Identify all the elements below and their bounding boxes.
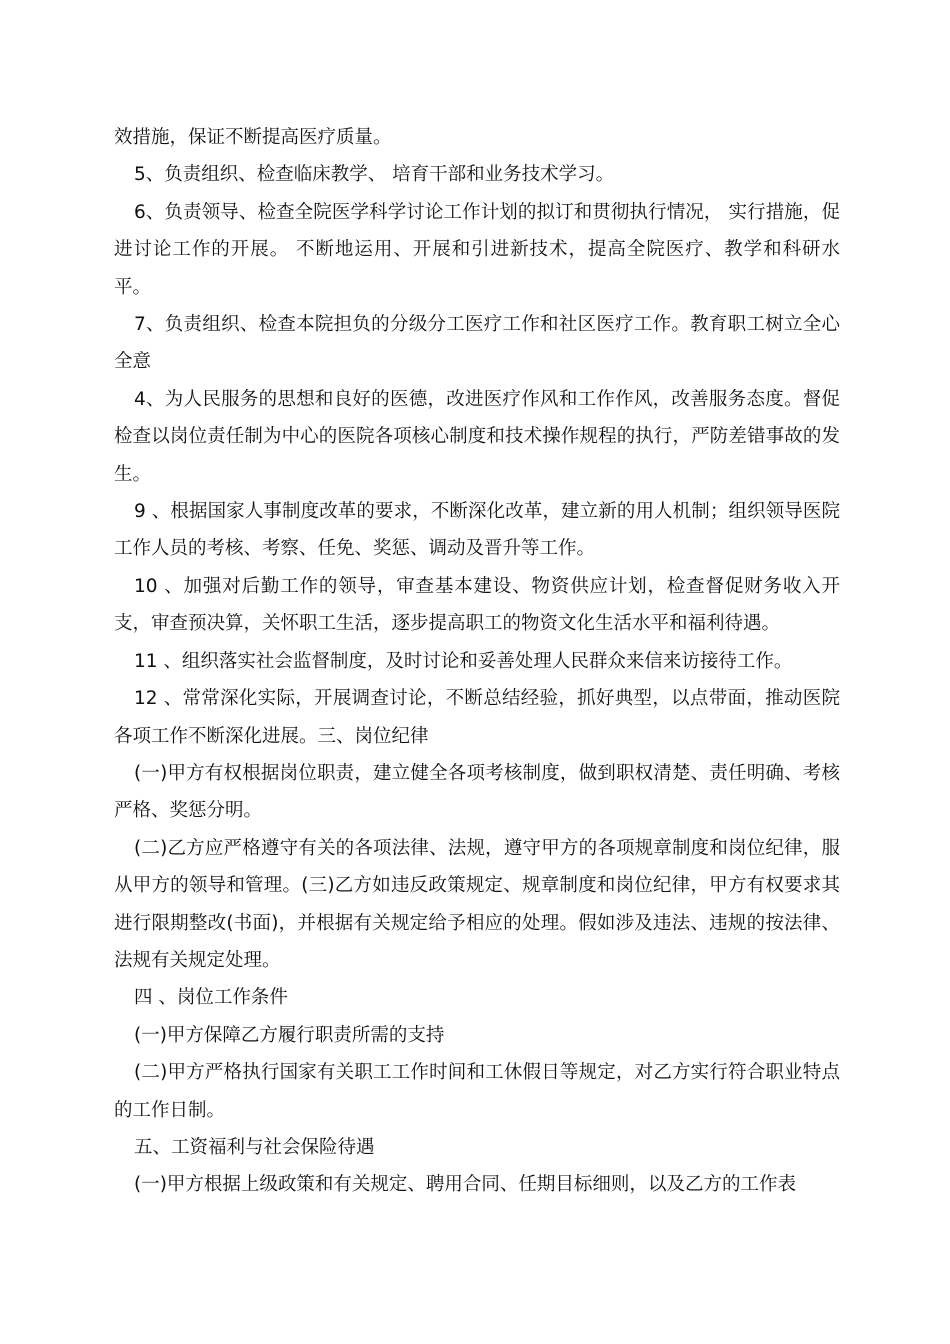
paragraph: 7、负责组织、检查本院担负的分级分工医疗工作和社区医疗工作。教育职工树立全心全意 bbox=[114, 314, 840, 373]
paragraph: (一)甲方根据上级政策和有关规定、聘用合同、任期目标细则，以及乙方的工作表 bbox=[134, 1174, 796, 1196]
paragraph: 11 、组织落实社会监督制度，及时讨论和妥善处理人民群众来信来访接待工作。 bbox=[134, 650, 793, 672]
paragraph: 10 、加强对后勤工作的领导，审查基本建设、物资供应计划，检查督促财务收入开支，审查预决算，关怀职工生活，逐步提高职工的物资文化生活水平和福利待遇。 bbox=[114, 575, 840, 635]
paragraph: 4、为人民服务的思想和良好的医德，改进医疗作风和工作作风，改善服务态度。督促检查以岗位责任制为中心的医院各项核心制度和技术操作规程的执行，严防差错事故的发生。 bbox=[114, 388, 840, 485]
section-heading: 五、工资福利与社会保险待遇 bbox=[134, 1136, 375, 1158]
section-heading: 四 、岗位工作条件 bbox=[134, 987, 288, 1009]
paragraph: 12 、常常深化实际，开展调查讨论，不断总结经验，抓好典型，以点带面，推动医院各项工作不断深化进展。三、岗位纪律 bbox=[114, 688, 840, 747]
paragraph: (一)甲方保障乙方履行职责所需的支持 bbox=[134, 1024, 445, 1046]
paragraph: 效措施，保证不断提高医疗质量。 bbox=[114, 127, 392, 148]
paragraph: 5、负责组织、检查临床教学、 培育干部和业务技术学习。 bbox=[134, 164, 615, 186]
paragraph: 6、负责领导、检查全院医学科学讨论工作计划的拟订和贯彻执行情况， 实行措施，促进讨论工作的开展。 不断地运用、开展和引进新技术，提高全院医疗、教学和科研水平。 bbox=[114, 201, 840, 298]
paragraph: 9 、根据国家人事制度改革的要求，不断深化改革，建立新的用人机制；组织领导医院工作人员的考核、考察、任免、奖惩、调动及晋升等工作。 bbox=[114, 501, 840, 560]
paragraph: (一)甲方有权根据岗位职责，建立健全各项考核制度，做到职权清楚、责任明确、考核严格、奖惩分明。 bbox=[114, 762, 840, 822]
paragraph: (二)乙方应严格遵守有关的各项法律、法规，遵守甲方的各项规章制度和岗位纪律，服从甲方的领导和管理。(三)乙方如违反政策规定、规章制度和岗位纪律，甲方有权要求其进行限期整改(书面)，并根据有关规定给予相应的处理。假如涉及违法、违规的按法律、法规有关规定处理。 bbox=[114, 837, 840, 971]
paragraph: (二)甲方严格执行国家有关职工工作时间和工休假日等规定，对乙方实行符合职业特点的工作日制。 bbox=[114, 1062, 840, 1121]
document-body bbox=[114, 119, 840, 1204]
